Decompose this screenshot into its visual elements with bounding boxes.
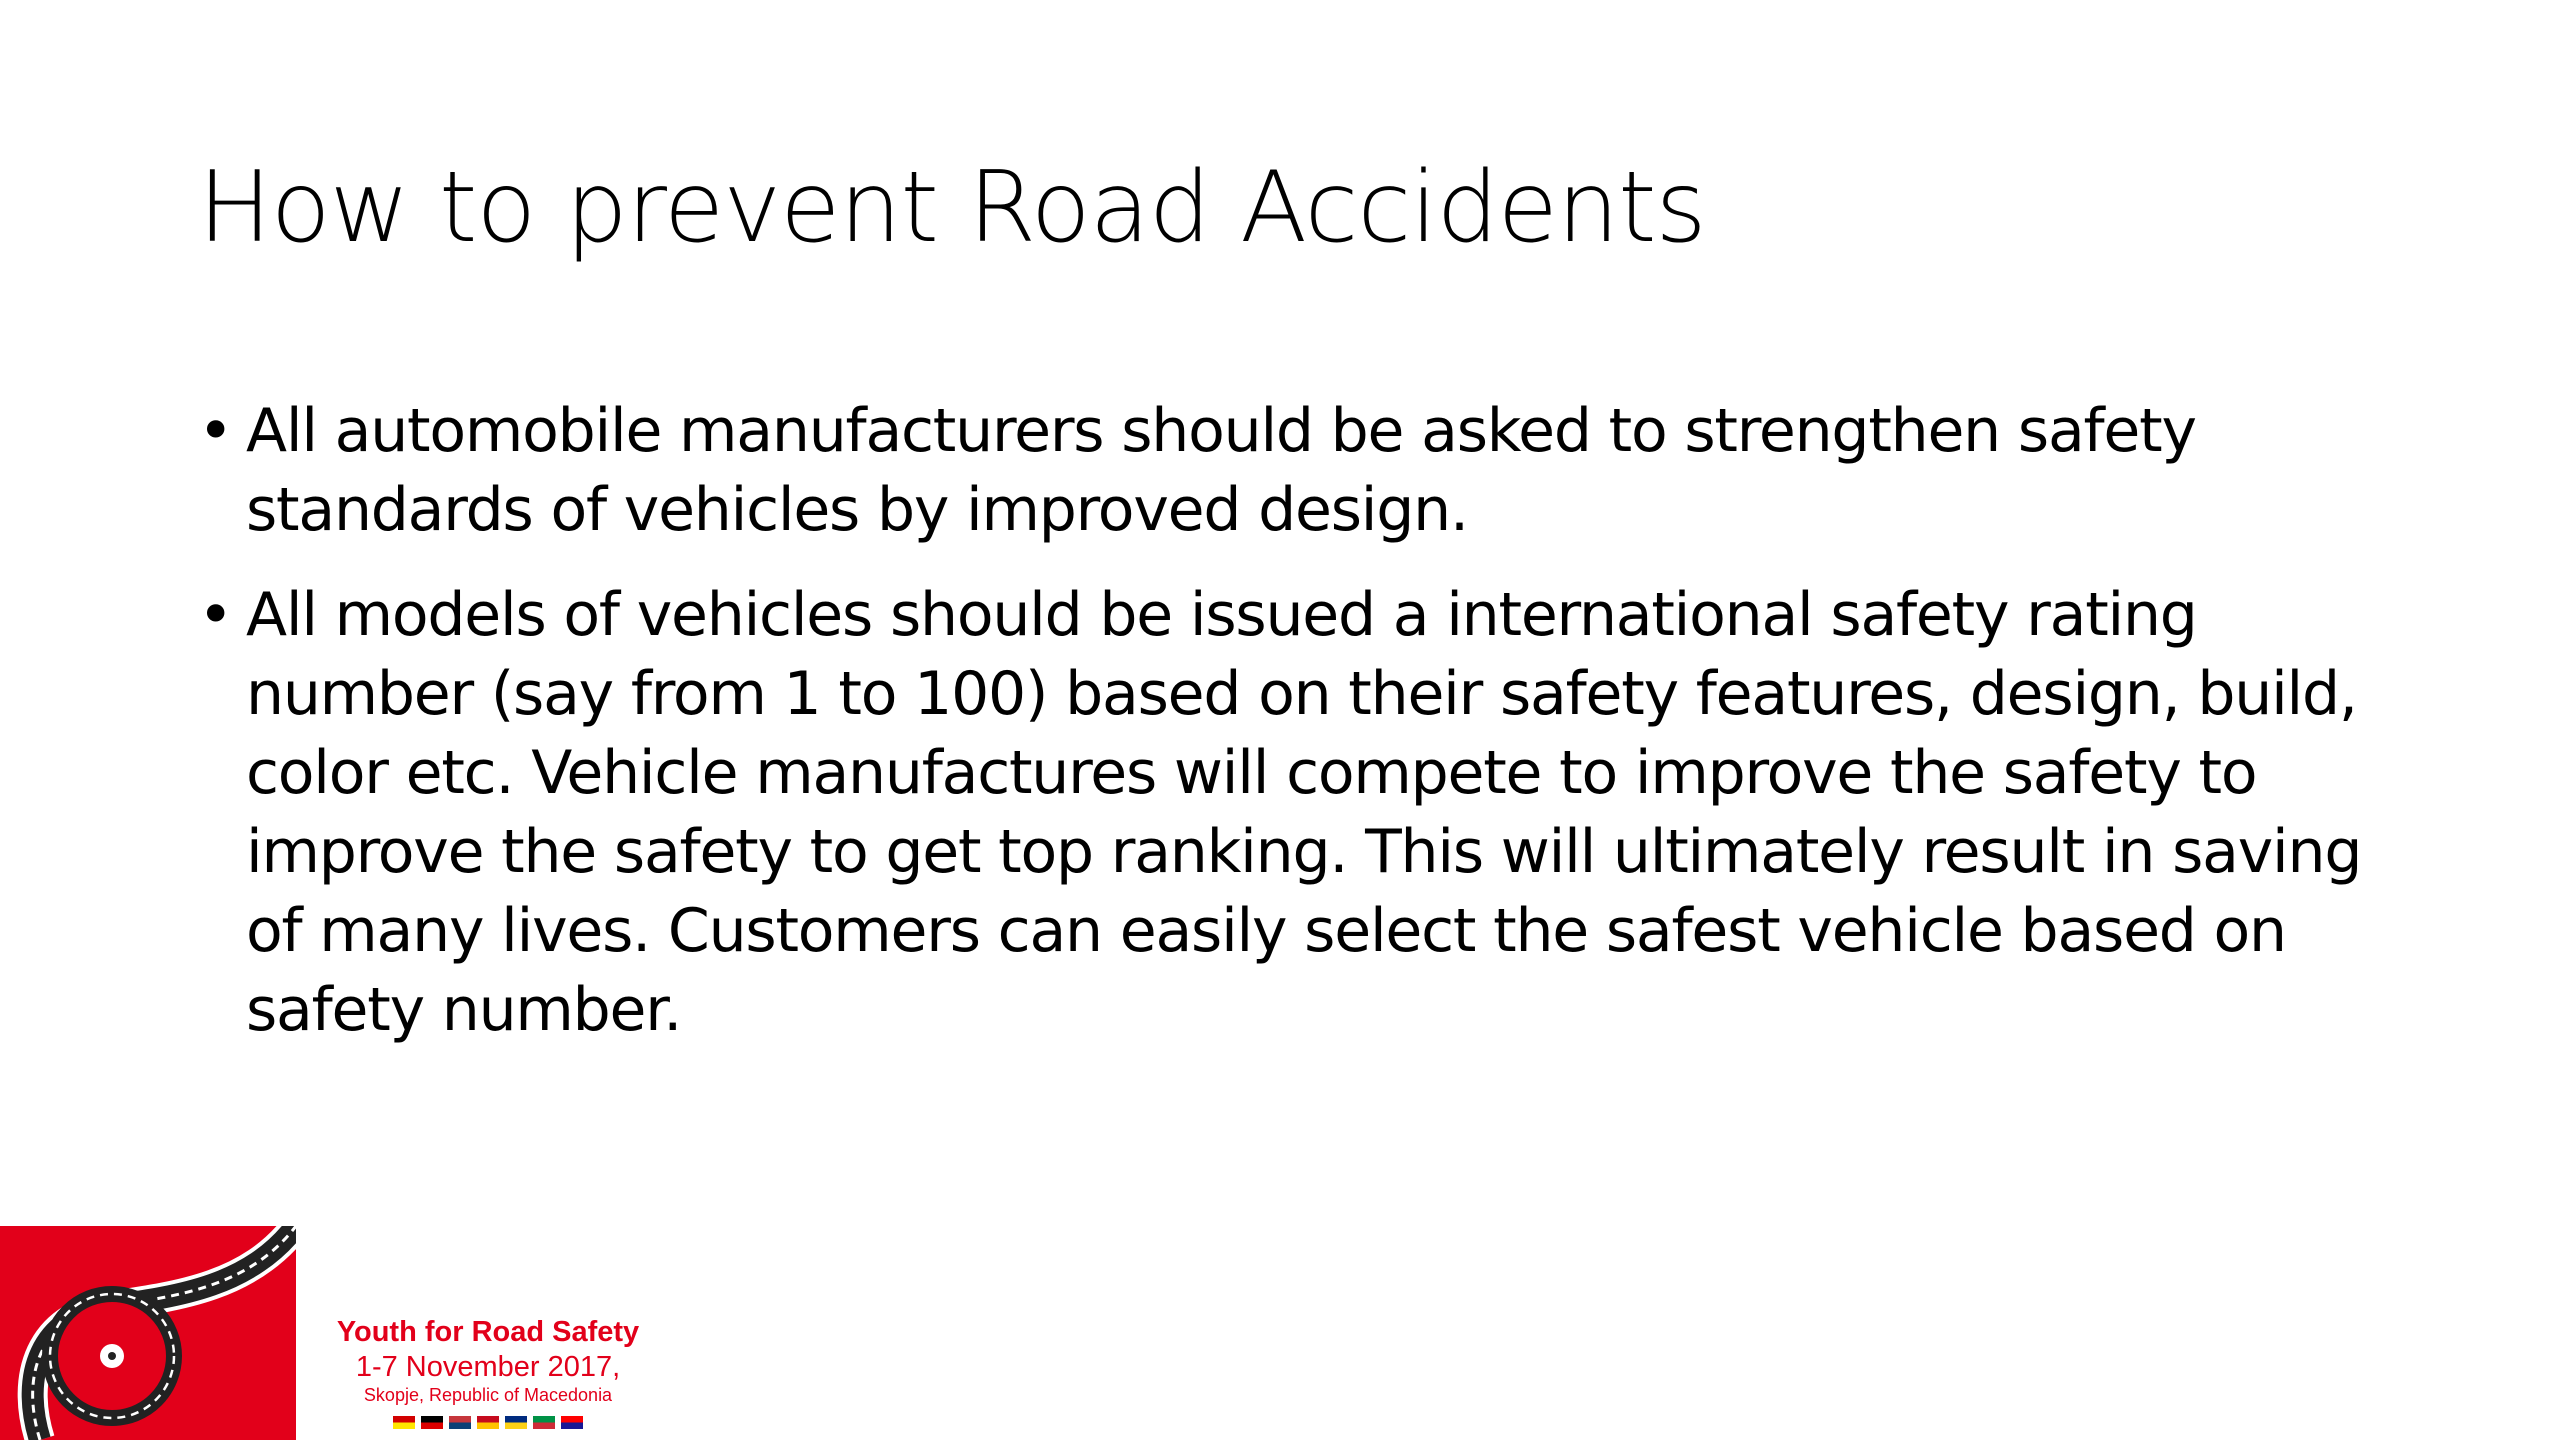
- event-logo: [0, 1226, 700, 1440]
- logo-text: [318, 1314, 658, 1429]
- logo-location: Skopje, Republic of Macedonia: [363, 1385, 613, 1405]
- bullet-text: All automobile manufacturers should be asked to strengthen safety standards of vehicles by improved design.: [246, 396, 2196, 545]
- bullet-item: [198, 576, 2428, 1050]
- italy-flag-icon: [533, 1416, 555, 1429]
- flag-row: [318, 1416, 658, 1429]
- macedonia-flag-icon: [393, 1416, 415, 1429]
- spain-flag-icon: [477, 1416, 499, 1429]
- logo-date: 1-7 November 2017,: [355, 1351, 621, 1383]
- romania-flag-icon: [505, 1416, 527, 1429]
- road-logo-icon: [0, 1226, 296, 1440]
- bullet-dot: •: [198, 396, 233, 466]
- logo-title: Youth for Road Safety: [336, 1316, 640, 1348]
- bullet-list: [198, 392, 2428, 1076]
- croatia-flag-icon: [561, 1416, 583, 1429]
- germany-flag-icon: [421, 1416, 443, 1429]
- bullet-item: [198, 392, 2428, 550]
- bullet-text: All models of vehicles should be issued a international safety rating number (say from 1 to 100) based on their safety features, design, build, color etc. Vehicle manufactures will compete to improve the safety to improve the safety to get top ranking. This will ultimately result in saving of many lives. Customers can easily select the safest vehicle based on safety number.: [246, 580, 2362, 1045]
- serbia-flag-icon: [449, 1416, 471, 1429]
- slide-title: How to prevent Road Accidents: [198, 151, 1706, 265]
- bullet-dot: •: [198, 580, 233, 650]
